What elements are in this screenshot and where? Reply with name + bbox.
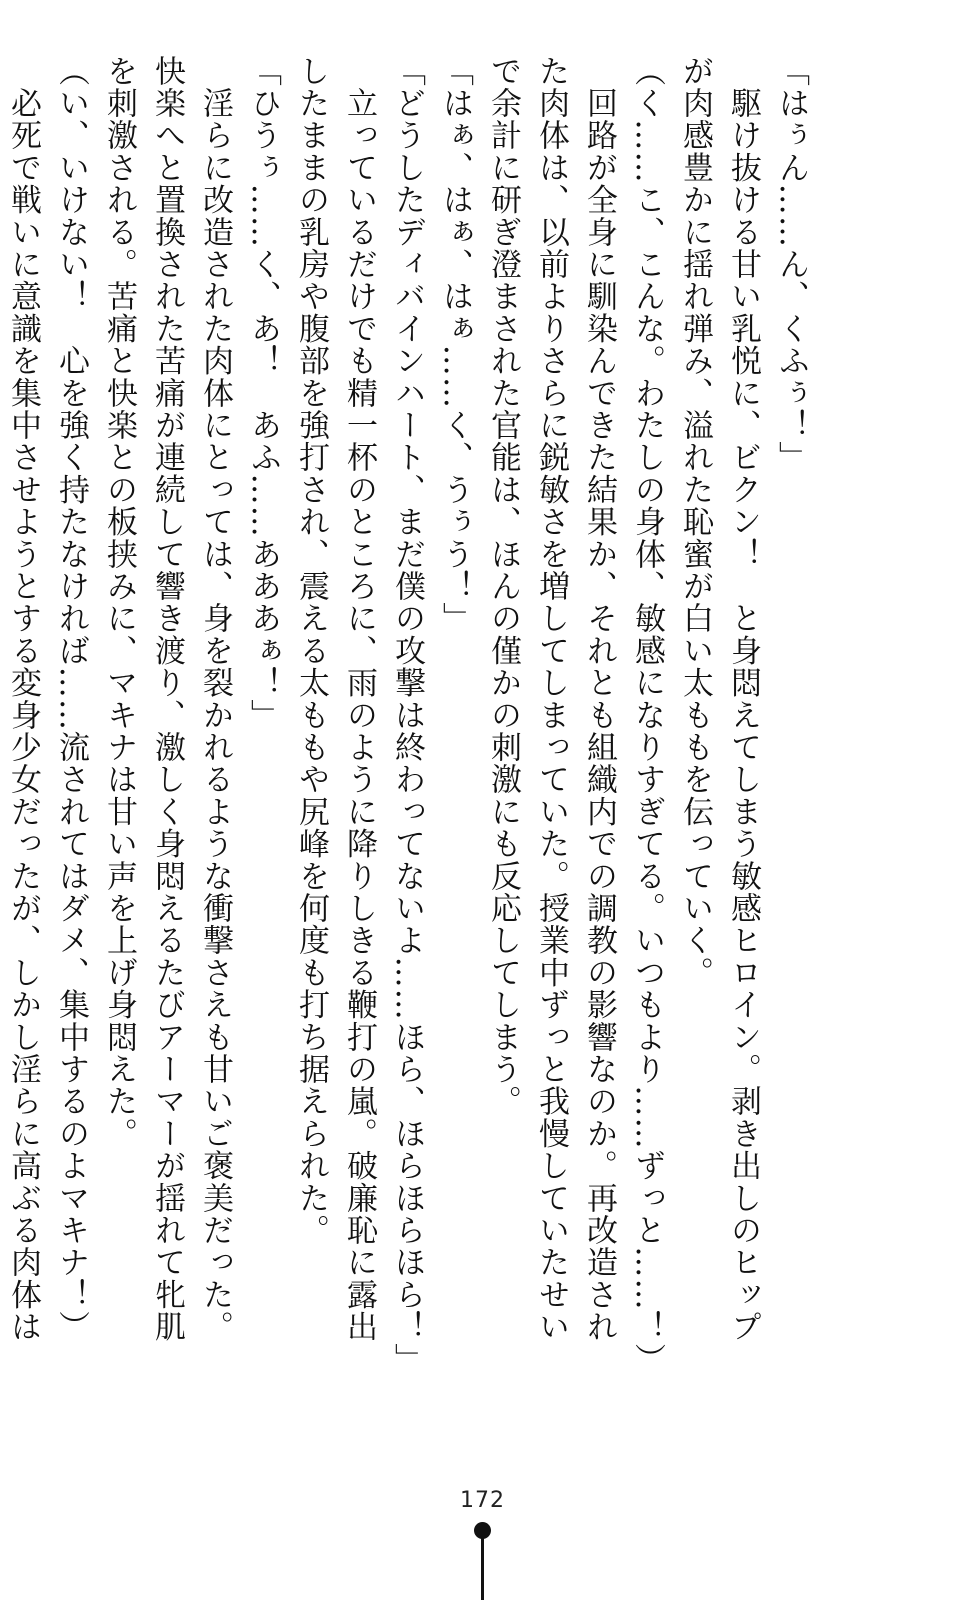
text-line: で余計に研ぎ澄まされた官能は、ほんの僅かの刺激にも反応してしまう。 [485, 55, 521, 1118]
text-line: 「はぁ、はぁ、はぁ……く、うぅう！」 [437, 55, 473, 635]
text-line: 立っているだけでも精一杯のところに、雨のように降りしきる鞭打の嵐。破廉恥に露出 [341, 55, 377, 1343]
text-line: 快楽へと置換された苦痛が連続して響き渡り、激しく身悶えるたびアーマーが揺れて牝肌 [149, 55, 185, 1343]
text-line: 「はぅん……ん、くふぅ！」 [773, 55, 809, 474]
text-line: 必死で戦いに意識を集中させようとする変身少女だったが、しかし淫らに高ぶる肉体は [5, 55, 41, 1343]
text-line: 淫らに改造された肉体にとっては、身を裂かれるような衝撃さえも甘いご褒美だった。 [197, 55, 233, 1343]
text-line: （い、いけない！ 心を強く持たなければ……流されてはダメ、集中するのよマキナ！） [53, 55, 89, 1343]
text-line: 「どうしたディバインハート、まだ僕の攻撃は終わってないよ……ほら、ほらほらほら！」 [389, 55, 425, 1376]
text-line: た肉体は、以前よりさらに鋭敏さを増してしまっていた。授業中ずっと我慢していたせい [533, 55, 569, 1343]
page-marker-line [481, 1538, 484, 1600]
text-line: 駆け抜ける甘い乳悦に、ビクン！ と身悶えてしまう敏感ヒロイン。剥き出しのヒップ [725, 55, 761, 1343]
page-marker-dot [474, 1522, 491, 1539]
vertical-text-body [5, 55, 815, 1376]
text-line: 回路が全身に馴染んできた結果か、それとも組織内での調教の影響なのか。再改造され [581, 55, 617, 1343]
text-line: （く……こ、こんな。わたしの身体、敏感になりすぎてる。いつもより……ずっと……！） [629, 55, 665, 1376]
page-number: 172 [460, 1488, 505, 1513]
text-line: を刺激される。苦痛と快楽との板挟みに、マキナは甘い声を上げ身悶えた。 [101, 55, 137, 1150]
text-line: が肉感豊かに揺れ弾み、溢れた恥蜜が白い太ももを伝っていく。 [677, 55, 713, 989]
text-line: 「ひうぅ……く、あ！ あふ……あああぁ！」 [245, 55, 281, 732]
text-line: したままの乳房や腹部を強打され、震える太ももや尻峰を何度も打ち据えられた。 [293, 55, 329, 1247]
